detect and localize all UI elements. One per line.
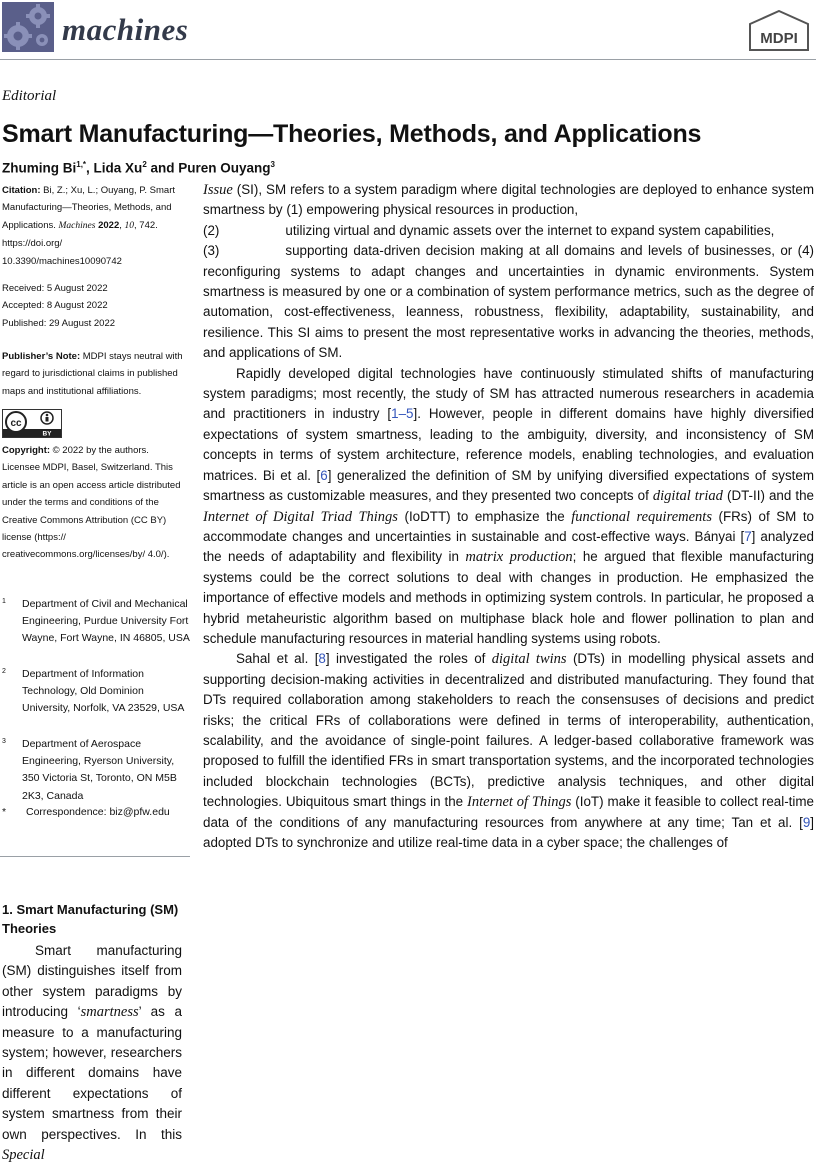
citation-text: Bi, Z.; Xu, L.; Ouyang, P. Smart Manufacturing—Theories, Methods, and Applications. [2,185,175,231]
publisher-note [2,348,184,400]
author-affiliation-sup: 2 [142,160,147,169]
article-title: Smart Manufacturing—Theories, Methods, and Applications [2,120,702,148]
author-affiliation-sup: 1,* [76,160,87,169]
affiliation-text: Department of Aerospace Engineering, Ryerson University, 350 Victoria St, Toronto, ON M5B 2K3, Canada [22,738,177,802]
body-paragraph-3 [203,649,814,853]
affiliation-number: 3 [2,738,6,745]
body-emphasis: digital triad [652,488,723,505]
citation-label: Citation: [2,185,41,196]
author-affiliation-sup: 3 [270,160,275,169]
body-text: Sahal et al. [ [236,651,319,667]
body-emphasis: Internet of Digital Triad Things [203,508,398,525]
citation-year: 2022 [98,219,120,231]
citation-volume: 10 [124,220,135,231]
intro-emphasis: smartness [80,1004,139,1021]
sidebar-divider [0,856,190,857]
body-text: (FRs) of SM to accommodate changes and uncertainties in sustainable and cost-effective ways. Bányai [ [203,508,814,544]
body-paragraph-1 [203,180,814,364]
received-date: Received: 5 August 2022 [2,283,108,294]
header-divider [0,59,816,60]
body-text: Rapidly developed digital technologies have continuously stimulated shifts of manufacturing system paradigms; most recently, the study of SM has attracted numerous researchers in academia and practitioners in industry [ [203,365,814,422]
reference-link[interactable]: 9 [802,814,811,830]
body-text: ; he argued that flexible manufacturing systems could be the correct solutions to deal with changes in production. He emphasized the importance of effective models and methods in optimizing system controls. In particular, he proposed a hybrid metaheuristic algorithm based on multiphase black hole and flower pollination to plan and schedule manufacturing resources in material handling systems using robots. [203,549,814,646]
body-text: (DTs) in modelling physical assets and supporting decision-making activities in decentralized and distributed manufacturing. They found that DTs required collaboration among stakeholders to reach the consensuses of decisions and predict risks; the critical FRs of collaborations were defined in terms of interoperability, authentication, scalability, and the avoidance of single-point failures. A ledger-based collaborative framework was proposed to fulfill the identified FRs in smart transportation systems, and the incorporated technologies included blockchain technologies (BCTs), predictive analysis techniques, and other digital technologies. Ubiquitous smart things in the [203,651,814,810]
published-date: Published: 29 August 2022 [2,317,116,329]
mdpi-logo [748,10,810,52]
body-emphasis: functional requirements [571,508,712,525]
author-list [2,160,275,176]
svg-text:cc: cc [10,418,22,429]
copyright-text: © 2022 by the authors. Licensee MDPI, Basel, Switzerland. This article is an open access article distributed under the terms and conditions of the Creative Commons Attribution (CC BY) license (https:// creativecommons.org/licenses/by/ 4.0/). [2,445,181,561]
reference-link[interactable]: 8 [318,651,326,667]
reference-link[interactable]: 6 [320,467,328,483]
citation-block: Citation: Bi, Z.; Xu, L.; Ouyang, P. Smart Manufacturing—Theories, Methods, and Applications. Machines 2022, 10, 742. https://doi.org/ 10.3390/machines10090742 [2,185,175,267]
copyright-notice [2,442,184,564]
affiliation-text: Department of Civil and Mechanical Engineering, Purdue University Fort Wayne, Fort Wayne, IN 46805, USA [22,598,190,645]
body-paragraph-2 [203,364,814,650]
body-text: ] adopted DTs to synchronize and utilize real-time data in a cyber space; the challenges of [203,814,814,850]
article-type: Editorial [2,88,57,104]
mdpi-logo-text: MDPI [760,30,798,47]
cc-by-license-icon[interactable] [2,409,62,438]
list-number: (3) [203,243,220,259]
reference-link[interactable]: 5 [406,406,414,422]
cc-badge-text: BY [42,430,52,438]
author-name[interactable]: Zhuming Bi [2,160,77,176]
body-text: utilizing virtual and dynamic assets over the internet to expand system capabilities, [285,222,775,238]
body-text: ] analyzed the needs of adaptability and flexibility in [203,528,814,565]
body-text: (SI), SM refers to a system paradigm where digital technologies are deployed to enhance system smartness by (1) empowering physical resources in production, [203,182,814,218]
body-text: ] investigated the roles of [325,651,492,667]
citation-doi-link[interactable]: , 742. https://doi.org/ 10.3390/machines10090742 [2,219,158,267]
body-text: supporting data-driven decision making at all domains and levels of businesses, or (4) reconfiguring systems to adapt changes and uncertainties in dynamic environments. System smartness is measured by one or a combination of system performance metrics, such as the degree of automation, cost-effectiveness, leanness, robustness, flexibility, adaptability, sustainability, and resilience. This SI aims to present the most representative works in advancing the theories, methods, and applications of SM. [203,243,814,361]
body-text: ]. However, people in different domains have highly diversified expectations of system smartness, leading to the ambiguity, diversity, and inconsistency of SM concepts in terms of system architecture, reference models, enabling technologies, and evaluation matrices. Bi et al. [ [203,406,814,483]
reference-link[interactable]: 7 [744,528,752,544]
copyright-label: Copyright: [2,445,51,456]
body-text: ] generalized the definition of SM by unifying diversified expectations of system smartness as customizable measures, and they presented two concepts of [203,467,814,504]
publisher-note-text: MDPI stays neutral with regard to jurisdictional claims in published maps and institutional affiliations. [2,351,183,397]
affiliation-number: 1 [2,598,6,605]
body-text: (DT-II) and the [722,488,814,504]
main-body [203,180,814,853]
intro-text: Smart manufacturing (SM) distinguishes itself from other system paradigms by introducing ‘ [2,943,182,1020]
intro-text: ’ as a measure to a manufacturing system; however, researchers in different domains have different expectations of system smartness from their own perspectives. In this [2,1004,182,1142]
body-emphasis: Internet of Things [467,794,572,811]
accepted-date: Accepted: 8 August 2022 [2,300,108,312]
body-emphasis: matrix production [465,549,573,566]
intro-paragraph [2,941,182,1165]
reference-dash: – [398,406,407,422]
journal-name: machines [62,12,189,47]
body-emphasis: Issue [203,182,233,198]
body-text: (IoDTT) to emphasize the [397,508,572,524]
reference-link[interactable]: 1 [391,406,399,422]
correspondence-star: * [2,806,7,818]
body-text: (IoT) make it feasible to collect real-time data of the conditions of any manufacturing resources from anywhere at any time; Tan et al. [ [203,794,814,830]
author-name[interactable]: and Puren Ouyang [146,160,271,176]
publisher-note-label: Publisher’s Note: [2,351,81,362]
list-number: (2) [203,222,220,238]
affiliation-number: 2 [2,668,6,675]
publication-dates [2,280,184,332]
author-name[interactable]: , Lida Xu [86,160,143,176]
intro-emphasis: Special [2,1147,45,1164]
journal-logo-cogs-icon [2,2,54,52]
correspondence-email[interactable]: Correspondence: biz@pfw.edu [26,806,170,818]
section-heading: 1. Smart Manufacturing (SM) Theories [2,902,179,936]
body-emphasis: digital twins [491,651,567,668]
citation-journal: Machines [58,220,96,231]
affiliation-text: Department of Information Technology, Old Dominion University, Norfolk, VA 23529, USA [22,668,185,715]
